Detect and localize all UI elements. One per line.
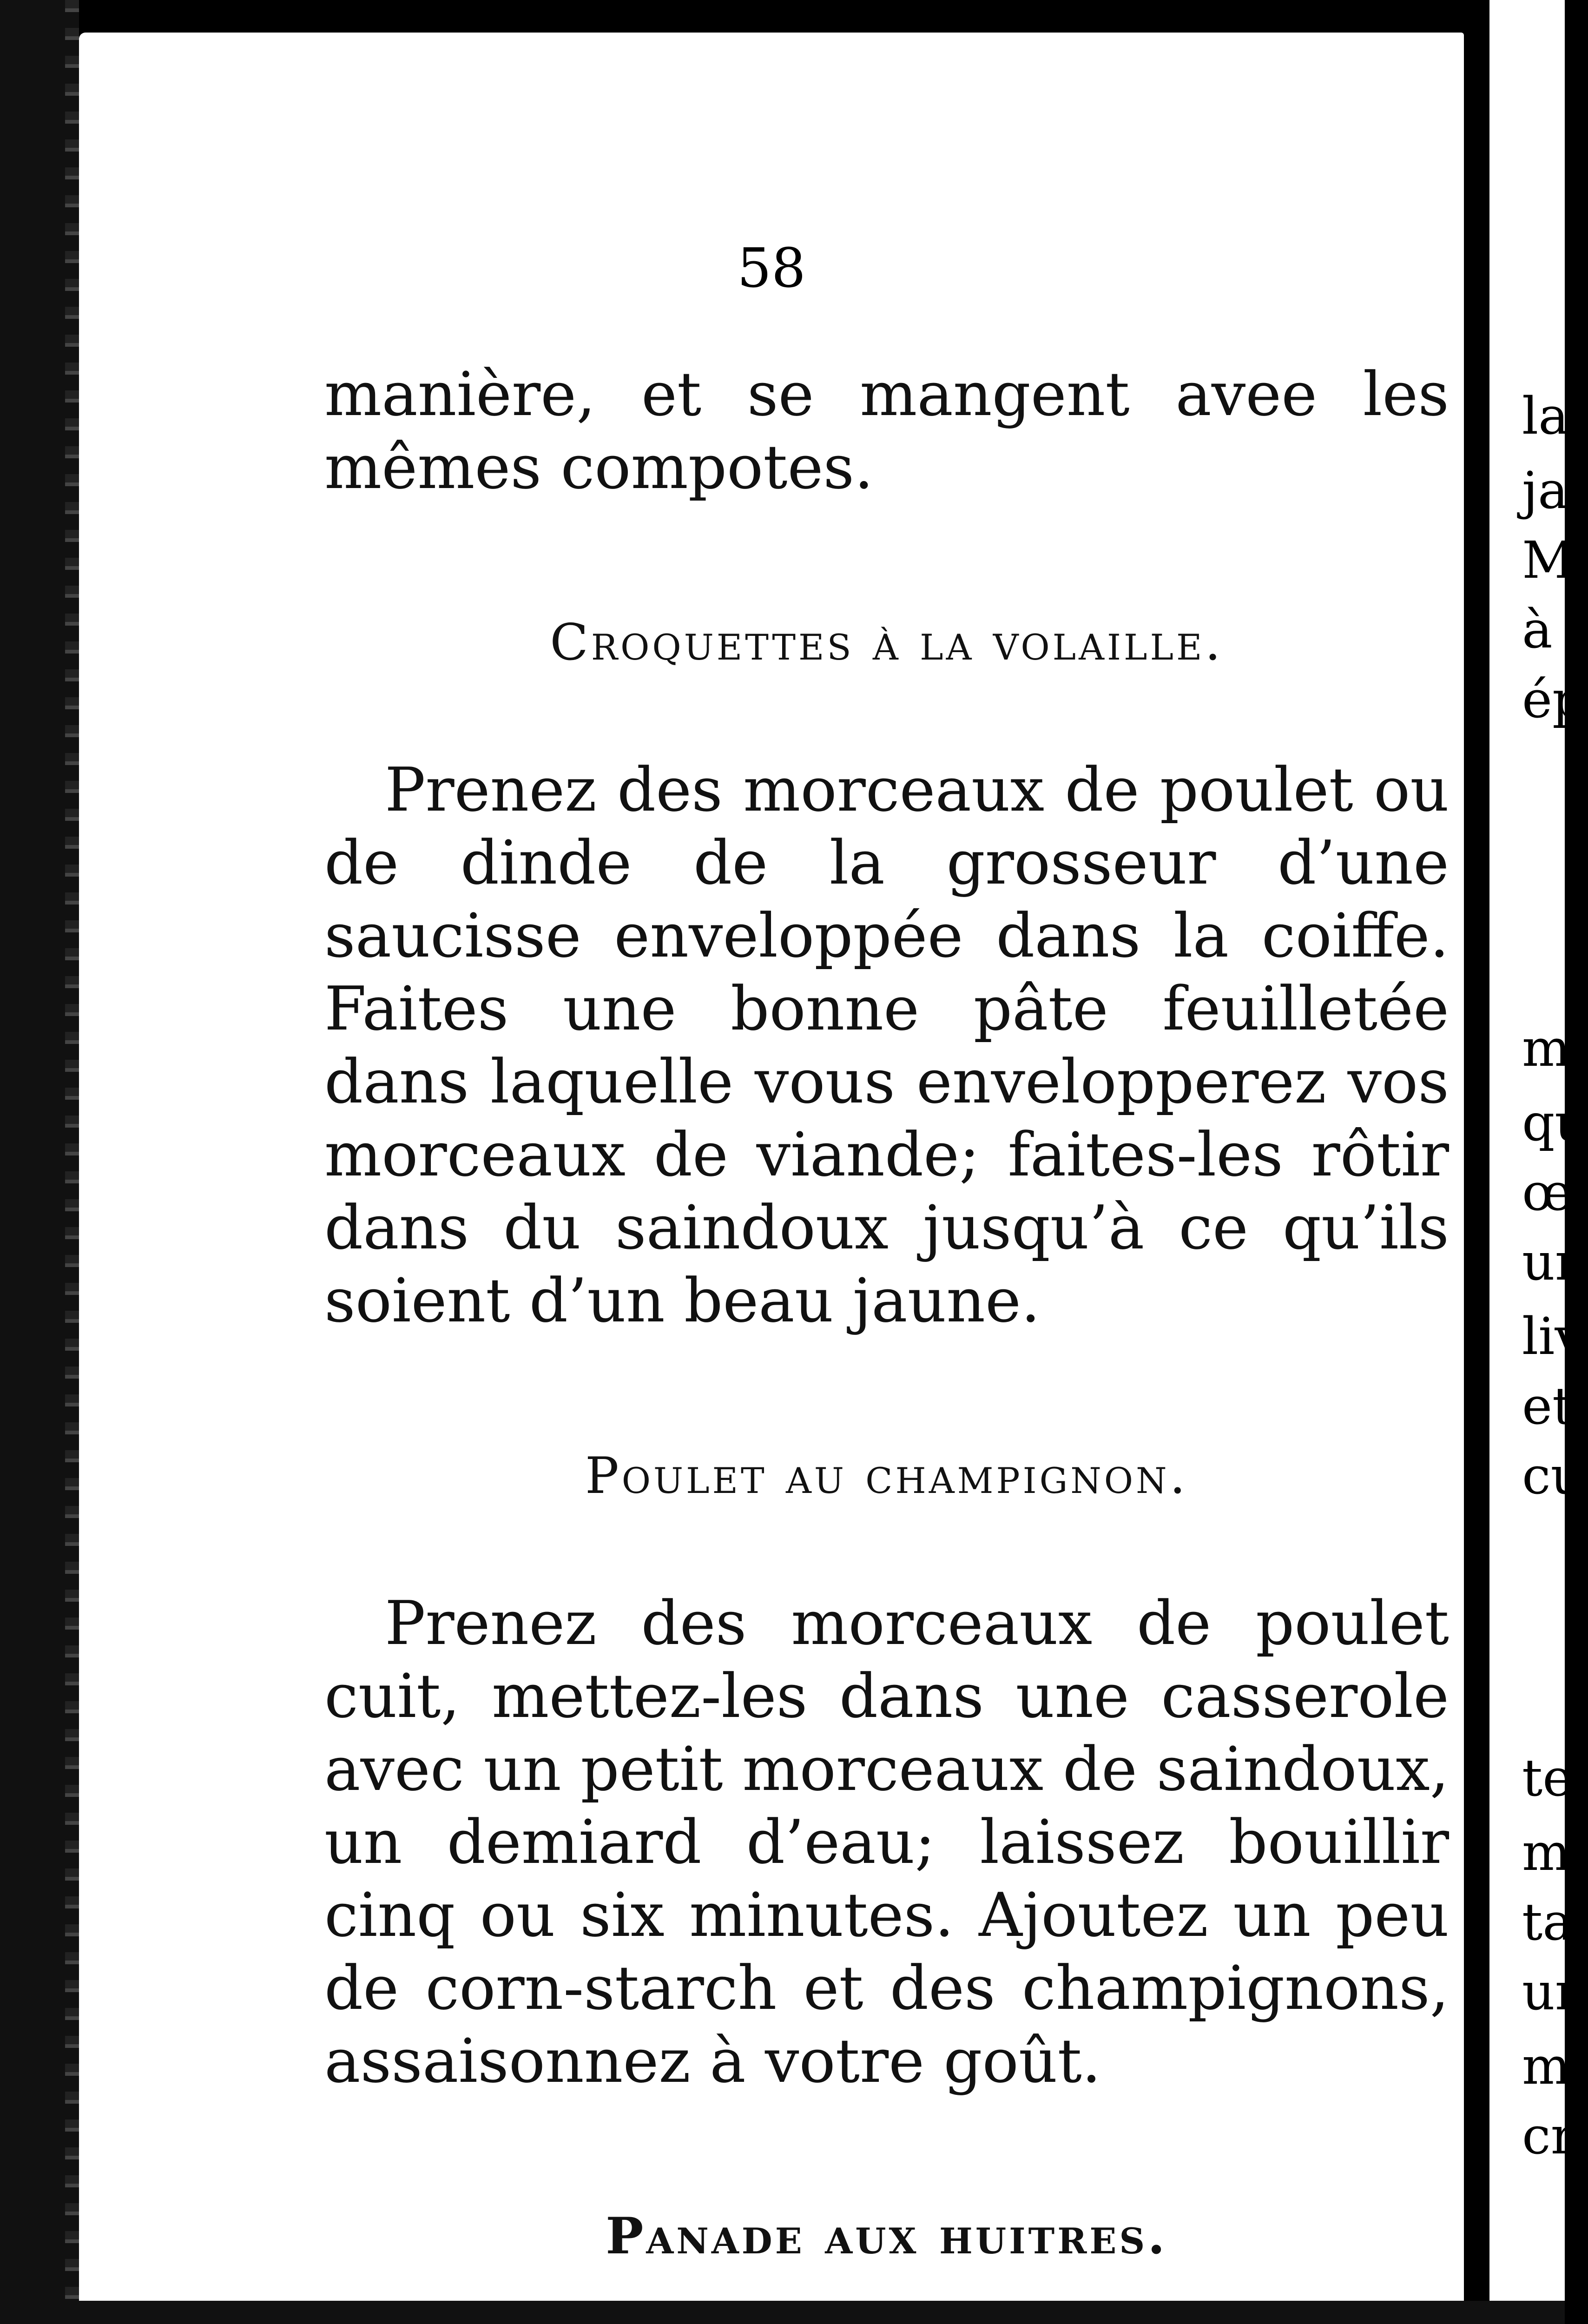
adjacent-fragment: un bbox=[1522, 1962, 1588, 2021]
recipe-heading-poulet: Poulet au champignon. bbox=[585, 1447, 1188, 1505]
adjacent-fragment: la bbox=[1522, 386, 1569, 446]
adjacent-fragment: m bbox=[1522, 2036, 1571, 2096]
adjacent-fragment: un bbox=[1522, 1232, 1588, 1292]
adjacent-fragment: à bbox=[1522, 600, 1553, 660]
book-bottom-edge bbox=[0, 2301, 1565, 2324]
recipe-heading-croquettes: Croquettes à la volaille. bbox=[550, 614, 1224, 672]
adjacent-fragment: m bbox=[1522, 1822, 1571, 1882]
book-left-edge bbox=[0, 0, 79, 2324]
book-page bbox=[79, 33, 1464, 2301]
adjacent-fragment: M bbox=[1522, 530, 1575, 590]
page-gutter bbox=[1464, 0, 1489, 2324]
page-number: 58 bbox=[737, 237, 806, 300]
adjacent-fragment: cr bbox=[1522, 2106, 1575, 2166]
adjacent-fragment: te bbox=[1522, 1748, 1573, 1808]
page-text bbox=[324, 358, 1449, 2324]
recipe-croquettes-text: Prenez des morceaux de poulet ou de dinde de la grosseur d’une saucisse enveloppée dans la coiffe. Faites une bonne pâte feuilletée dans laquelle vous envelopperez vos morceaux de viande; faites-les rôtir dans du saindoux jusqu’à ce qu’ils soient d’un beau jaune. bbox=[324, 754, 1449, 1336]
adjacent-fragment: ta bbox=[1522, 1892, 1573, 1952]
recipe-poulet-text: Prenez des morceaux de poulet cuit, mettez-les dans une casserole avec un petit morceaux de saindoux, un demiard d’eau; laissez bouillir cinq ou six minutes. Ajoutez un peu de corn-starch et des champignons, assaisonnez à votre goût. bbox=[324, 1588, 1449, 2096]
adjacent-fragment: ép bbox=[1522, 670, 1585, 729]
paragraph-continuation: manière, et se mangent avee les mêmes compotes. bbox=[324, 359, 1449, 502]
adjacent-fragment: liv bbox=[1522, 1307, 1584, 1366]
adjacent-fragment: œ bbox=[1522, 1162, 1573, 1222]
adjacent-fragment: ja bbox=[1522, 461, 1568, 520]
adjacent-fragment: cu bbox=[1522, 1446, 1584, 1505]
adjacent-page bbox=[1489, 0, 1588, 2324]
adjacent-fragment: qu bbox=[1522, 1093, 1588, 1152]
adjacent-fragment: m bbox=[1522, 1018, 1571, 1078]
adjacent-fragment: et bbox=[1522, 1376, 1573, 1436]
recipe-heading-panade: Panade aux huitres. bbox=[606, 2207, 1168, 2265]
